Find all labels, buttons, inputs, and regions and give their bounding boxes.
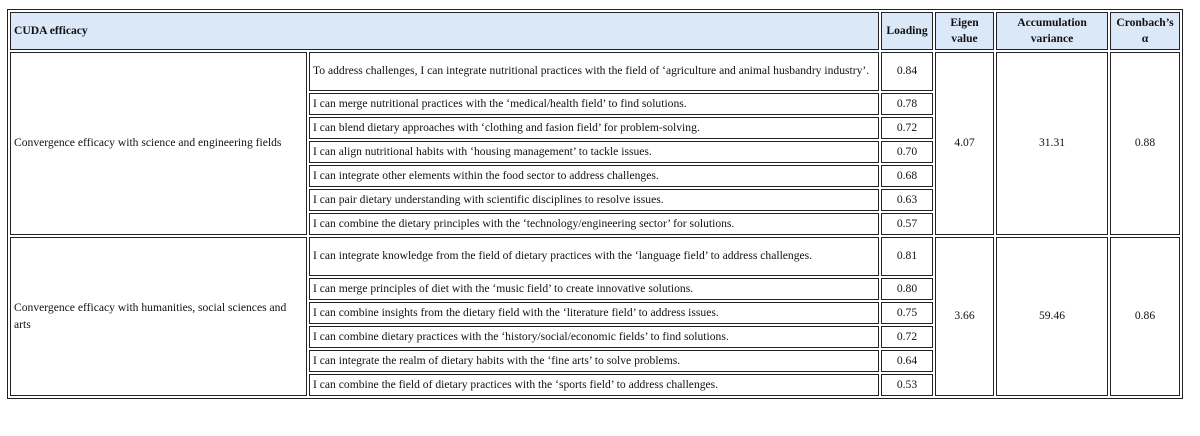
cuda-efficacy-table (7, 9, 1183, 399)
eigen-value: 3.66 (935, 237, 994, 396)
header-cuda-efficacy: CUDA efficacy (10, 12, 879, 50)
item-loading: 0.63 (881, 189, 933, 211)
header-loading: Loading (881, 12, 933, 50)
cronbachs-alpha: 0.88 (1110, 52, 1180, 235)
item-text: I can integrate other elements within the food sector to address challenges. (309, 165, 879, 187)
item-text: I can align nutritional habits with ‘housing management’ to tackle issues. (309, 141, 879, 163)
item-loading: 0.53 (881, 374, 933, 396)
item-loading: 0.68 (881, 165, 933, 187)
item-loading: 0.75 (881, 302, 933, 324)
item-text: I can combine the field of dietary practices with the ‘sports field’ to address challenges. (309, 374, 879, 396)
item-loading: 0.78 (881, 93, 933, 115)
item-loading: 0.64 (881, 350, 933, 372)
item-loading: 0.72 (881, 117, 933, 139)
factor-name-science-engineering: Convergence efficacy with science and engineering fields (10, 52, 307, 235)
header-row (10, 12, 1180, 50)
header-cronbachs-alpha: Cronbach’s α (1110, 12, 1180, 50)
item-loading: 0.84 (881, 52, 933, 91)
item-text: I can integrate the realm of dietary habits with the ‘fine arts’ to solve problems. (309, 350, 879, 372)
item-text: I can combine the dietary principles with the ‘technology/engineering sector’ for solutions. (309, 213, 879, 235)
item-loading: 0.81 (881, 237, 933, 276)
header-eigen-value: Eigen value (935, 12, 994, 50)
item-loading: 0.80 (881, 278, 933, 300)
item-text: I can combine insights from the dietary field with the ‘literature field’ to address issues. (309, 302, 879, 324)
accumulation-variance: 31.31 (996, 52, 1108, 235)
eigen-value: 4.07 (935, 52, 994, 235)
table-row (10, 237, 1180, 276)
item-text: I can combine dietary practices with the ‘history/social/economic fields’ to find solutions. (309, 326, 879, 348)
item-loading: 0.70 (881, 141, 933, 163)
item-loading: 0.72 (881, 326, 933, 348)
accumulation-variance: 59.46 (996, 237, 1108, 396)
header-accumulation-variance: Accumulation variance (996, 12, 1108, 50)
factor-name-humanities-arts: Convergence efficacy with humanities, social sciences and arts (10, 237, 307, 396)
item-text: I can blend dietary approaches with ‘clothing and fasion field’ for problem-solving. (309, 117, 879, 139)
item-text: I can merge principles of diet with the ‘music field’ to create innovative solutions. (309, 278, 879, 300)
cronbachs-alpha: 0.86 (1110, 237, 1180, 396)
item-text: To address challenges, I can integrate nutritional practices with the field of ‘agriculture and animal husbandry industry’. (309, 52, 879, 91)
table-row (10, 52, 1180, 91)
item-text: I can merge nutritional practices with the ‘medical/health field’ to find solutions. (309, 93, 879, 115)
item-text: I can pair dietary understanding with scientific disciplines to resolve issues. (309, 189, 879, 211)
item-loading: 0.57 (881, 213, 933, 235)
item-text: I can integrate knowledge from the field of dietary practices with the ‘language field’ to address challenges. (309, 237, 879, 276)
